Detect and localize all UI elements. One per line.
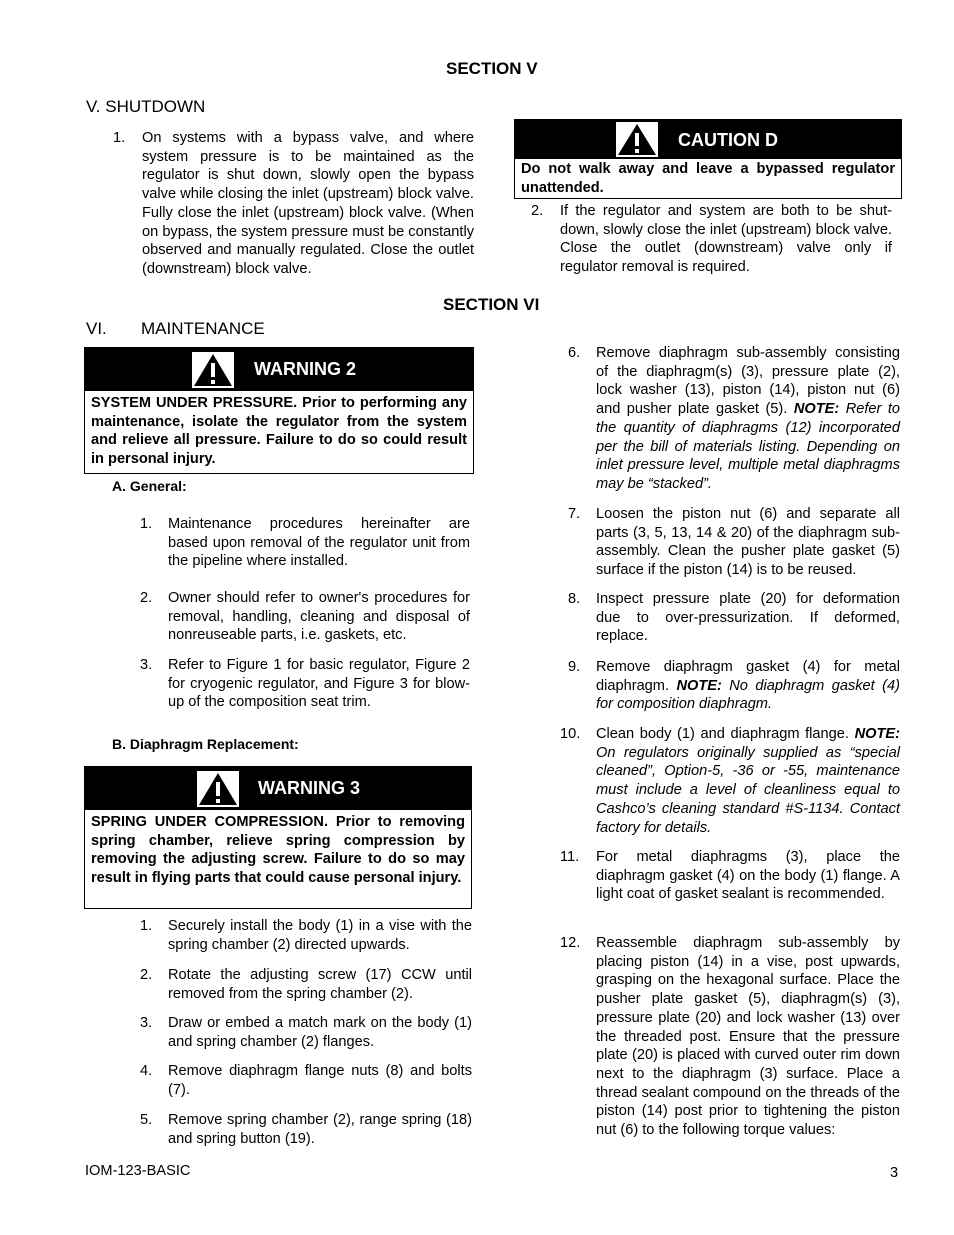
diaphragm-step-8-number: 8. xyxy=(568,591,581,607)
diaphragm-step-12-text: Reassemble diaphragm sub-assembly by placing piston (14) in a vise, post upwards, grasping on the hexagonal surface. Place the pusher plate gasket (5), diaphragm(s) (3), pressure plate (20) and lock washer (13) over the threaded post. Ensure that the pressure plate (20) is placed with curved outer rim down next to the diaphragm (3) surface. Place a thread sealant compound on the threads of the piston (14) post prior to tightening the piston nut (6) to the following torque values: xyxy=(596,935,900,1139)
diaphragm-step-2-number: 2. xyxy=(140,967,153,983)
warning-3-box xyxy=(84,766,472,909)
general-item-3-text: Refer to Figure 1 for basic regulator, Figure 2 for cryogenic regulator, and Figure 3 for blow-up of the composition seat trim. xyxy=(168,657,470,711)
warning-3-bar xyxy=(85,767,471,810)
general-item-2-number: 2. xyxy=(140,590,153,606)
diaphragm-step-10-number: 10. xyxy=(560,726,581,742)
diaphragm-step-6-text xyxy=(596,344,900,494)
diaphragm-step-7-number: 7. xyxy=(568,506,581,522)
shutdown-item-1-number: 1. xyxy=(113,130,126,146)
warning-2-box xyxy=(84,347,474,474)
diaphragm-step-10-note: On regulators originally supplied as “special cleaned”, Option-5, -36 or -55, maintenance must include a level of cleanliness equal to Cashco’s cleaning standard #S-1134. Contact factory for details. xyxy=(596,744,900,836)
diaphragm-step-4-text: Remove diaphragm flange nuts (8) and bolts (7). xyxy=(168,1063,472,1098)
warning-3-title: WARNING 3 xyxy=(258,778,361,798)
general-item-3-number: 3. xyxy=(140,657,153,673)
diaphragm-step-11-text: For metal diaphragms (3), place the diaphragm gasket (4) on the body (1) flange. A light coat of gasket sealant is recommended. xyxy=(596,849,900,903)
shutdown-item-2-text: If the regulator and system are both to be shut-down, slowly close the inlet (upstream) block valve. Close the outlet (downstream) valve only if regulator removal is required. xyxy=(560,203,892,276)
diaphragm-step-10-main: Clean body (1) and diaphragm flange. xyxy=(596,726,849,742)
diaphragm-step-5-text: Remove spring chamber (2), range spring (18) and spring button (19). xyxy=(168,1112,472,1147)
diaphragm-step-11-number: 11. xyxy=(560,849,580,865)
caution-d-bar xyxy=(515,120,901,159)
shutdown-heading: V. SHUTDOWN xyxy=(86,97,206,116)
diaphragm-step-6-number: 6. xyxy=(568,345,581,361)
diaphragm-step-6-note-label: NOTE: xyxy=(793,401,840,418)
section-vi-header: SECTION VI xyxy=(443,295,540,314)
general-item-2-text: Owner should refer to owner's procedures for removal, handling, cleaning and disposal of nonreuseable parts, i.e. gaskets, etc. xyxy=(168,590,470,644)
warning-triangle-icon xyxy=(197,771,239,807)
diaphragm-step-3-text: Draw or embed a match mark on the body (1) and spring chamber (2) flanges. xyxy=(168,1015,472,1050)
warning-2-bar xyxy=(85,348,473,391)
diaphragm-step-1-text: Securely install the body (1) in a vise with the spring chamber (2) directed upwards. xyxy=(168,918,472,953)
diaphragm-step-6-note: Refer to the quantity of diaphragms (12) incorporated per the bill of materials listing. Depending on inlet pressure level, multiple metal diaphragms may be “stacked”. xyxy=(596,401,901,492)
shutdown-item-2-number: 2. xyxy=(531,203,544,219)
caution-d-title: CAUTION D xyxy=(678,130,778,150)
diaphragm-step-6-main: Remove diaphragm sub-assembly consisting of the diaphragm(s) (3), pressure plate (2), lock washer (13), piston (14), piston nut (6) and pusher plate gasket (5). xyxy=(596,345,900,418)
diaphragm-step-1-number: 1. xyxy=(140,918,153,934)
maintenance-heading-label: MAINTENANCE xyxy=(141,319,265,338)
diaphragm-step-2-text: Rotate the adjusting screw (17) CCW until removed from the spring chamber (2). xyxy=(168,967,472,1002)
diaphragm-replacement-subheading: B. Diaphragm Replacement: xyxy=(112,736,299,752)
diaphragm-step-3-number: 3. xyxy=(140,1015,153,1031)
general-item-1-text: Maintenance procedures hereinafter are based upon removal of the regulator unit from the pipeline where installed. xyxy=(168,516,470,570)
diaphragm-step-8-text: Inspect pressure plate (20) for deformation due to over-pressurization. If deformed, replace. xyxy=(596,591,900,645)
diaphragm-step-5-number: 5. xyxy=(140,1112,153,1128)
diaphragm-step-4-number: 4. xyxy=(140,1063,153,1079)
warning-2-text: SYSTEM UNDER PRESSURE. Prior to performing any maintenance, isolate the regulator from the system and relieve all pressure. Failure to do so could result in personal injury. xyxy=(91,395,467,468)
warning-2-title: WARNING 2 xyxy=(254,359,357,379)
diaphragm-step-9-note: No diaphragm gasket (4) for composition diaphragm. xyxy=(596,677,900,713)
diaphragm-step-9-text xyxy=(596,658,900,714)
diaphragm-step-10-text xyxy=(596,725,900,837)
maintenance-heading-number: VI. xyxy=(86,319,107,338)
diaphragm-step-12-number: 12. xyxy=(560,935,581,951)
caution-triangle-icon xyxy=(616,122,658,157)
document-id: IOM-123-BASIC xyxy=(85,1163,191,1179)
diaphragm-step-10-note-label: NOTE: xyxy=(854,726,900,742)
caution-d-text: Do not walk away and leave a bypassed regulator unattended. xyxy=(521,161,895,196)
general-subheading: A. General: xyxy=(112,478,187,494)
warning-triangle-icon xyxy=(192,352,234,388)
page-number: 3 xyxy=(890,1165,899,1181)
caution-d-box xyxy=(514,119,902,199)
section-v-header: SECTION V xyxy=(446,59,538,78)
diaphragm-step-9-note-label: NOTE: xyxy=(676,677,722,694)
warning-3-text: SPRING UNDER COMPRESSION. Prior to removing spring chamber, relieve spring compression by removing the adjusting screw. Failure to do so may result in flying parts that could cause personal injury. xyxy=(91,814,465,887)
diaphragm-step-7-text: Loosen the piston nut (6) and separate all parts (3, 5, 13, 14 & 20) of the diaphragm sub-assembly. Clean the pusher plate gasket (5) surface if the piston (14) is to be reused. xyxy=(596,506,900,579)
general-item-1-number: 1. xyxy=(140,516,153,532)
diaphragm-step-9-number: 9. xyxy=(568,659,581,675)
shutdown-item-1-text: On systems with a bypass valve, and where system pressure is to be maintained as the regulator is shut down, slowly open the bypass valve while closing the inlet (upstream) block valve. Fully close the inlet (upstream) block valve. (When on bypass, the system pressure must be constantly observed and manually regulated. Close the outlet (downstream) block valve. xyxy=(142,130,474,277)
diaphragm-step-9-main: Remove diaphragm gasket (4) for metal diaphragm. xyxy=(596,659,900,694)
